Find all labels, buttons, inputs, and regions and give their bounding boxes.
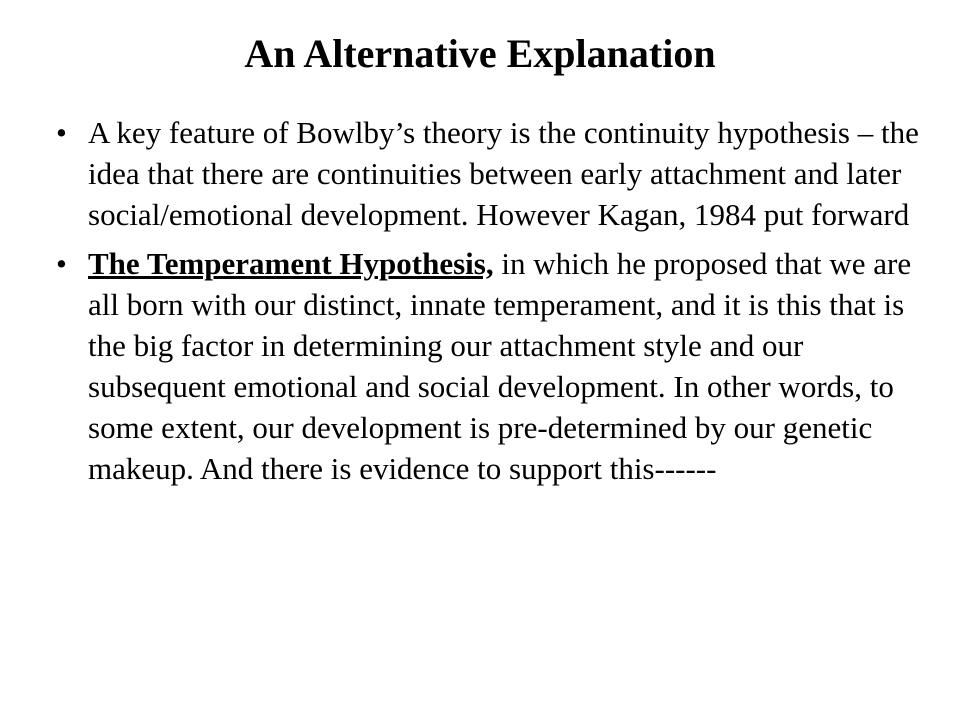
bullet-item-temperament xyxy=(50,243,930,489)
bullet-icon: • xyxy=(56,115,67,150)
slide-title: An Alternative Explanation xyxy=(244,31,716,76)
temperament-hypothesis-term: The Temperament Hypothesis, xyxy=(88,246,494,281)
bullet-text: A key feature of Bowlby’s theory is the continuity hypothesis – the idea that there are continuities between early attachment and later social/emotional development. However Kagan, 1984 put forward xyxy=(88,115,919,232)
bullet-list xyxy=(50,112,930,497)
bullet-text: in which he proposed that we are all born with our distinct, innate temperament, and it is this that is the big factor in determining our attachment style and our subsequent emotional and social development. In other words, to some extent, our development is pre-determined by our genetic makeup. And there is evidence to support this------ xyxy=(88,246,912,486)
bullet-icon: • xyxy=(56,246,67,281)
bullet-item-continuity xyxy=(50,112,930,235)
